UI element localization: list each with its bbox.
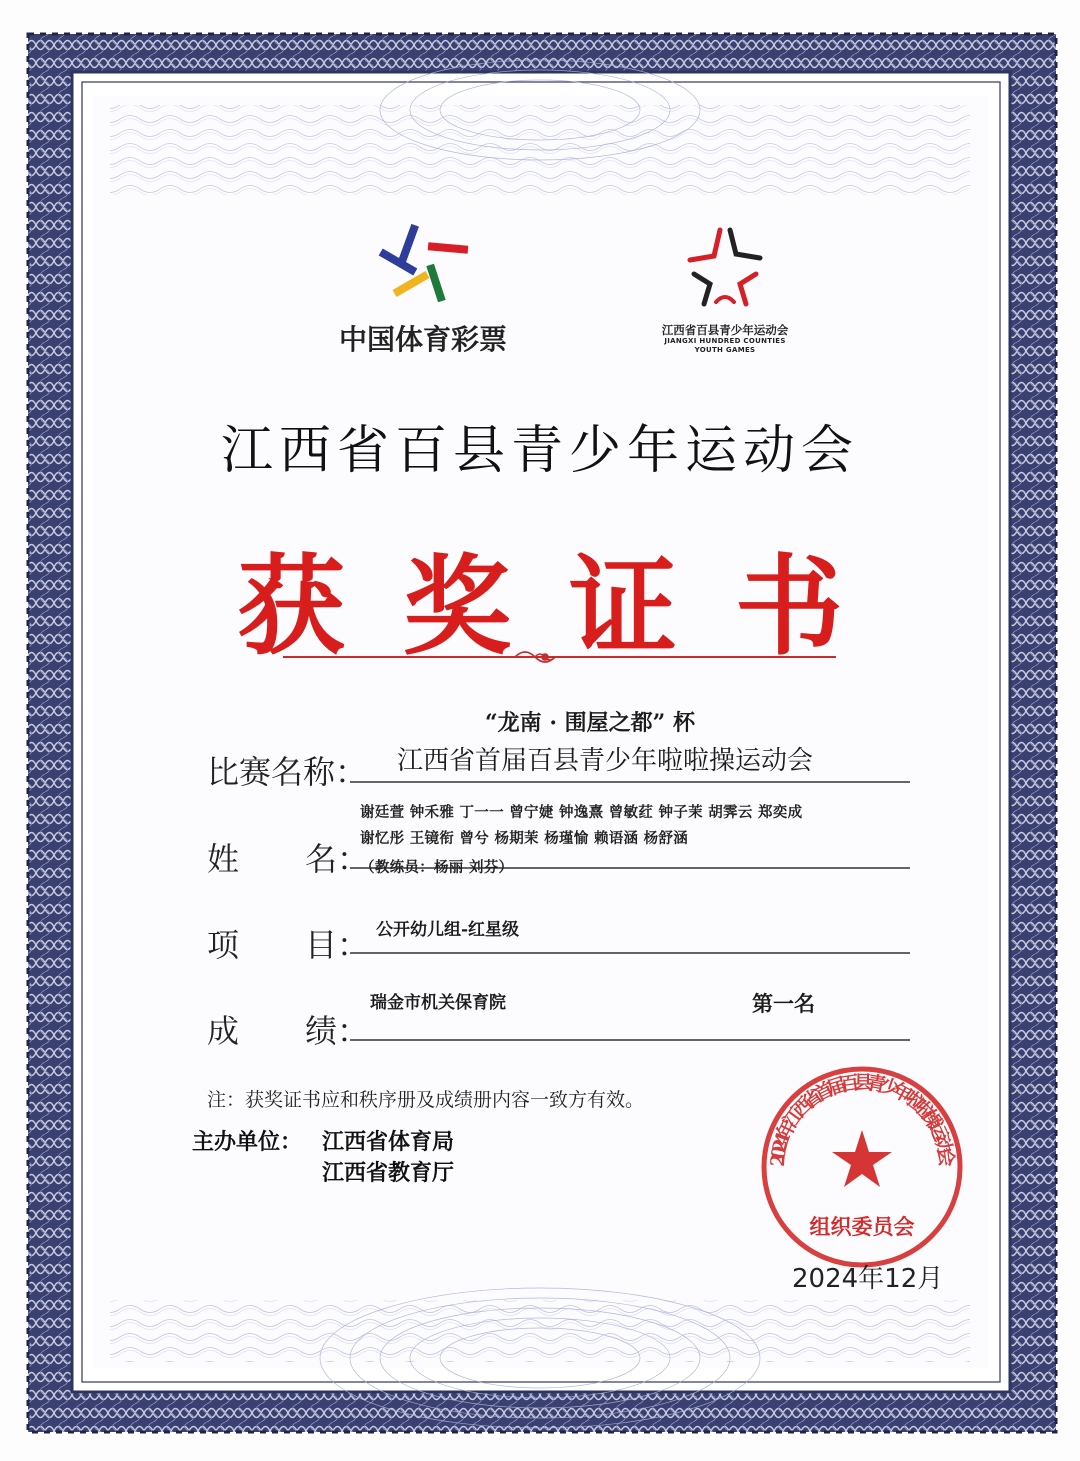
participant-names-line-1: 谢廷萱 钟禾雅 丁一一 曾宁婕 钟逸熹 曾敏荭 钟子茉 胡霁云 郑奕成 xyxy=(360,804,803,821)
certificate-title: 获奖证书 xyxy=(236,545,901,670)
organizer-2: 江西省教育厅 xyxy=(322,1160,455,1186)
event-label-1: 项 xyxy=(207,926,240,964)
youth-games-logo-icon xyxy=(680,222,770,312)
result-unit: 瑞金市机关保育院 xyxy=(370,993,506,1013)
organizer-label: 主办单位： xyxy=(192,1129,303,1155)
validity-note: 注：获奖证书应和秩序册及成绩册内容一致方有效。 xyxy=(207,1089,645,1111)
seal-ring-text: 2024年江西省首届百县青少年啦啦操运动会 xyxy=(766,1071,958,1168)
coach-names: （教练员：杨丽 刘芬） xyxy=(360,859,514,876)
youth-games-label-cn: 江西省百县青少年运动会 xyxy=(661,323,789,337)
youth-games-label-en-2: YOUTH GAMES xyxy=(694,346,756,354)
sports-lottery-label: 中国体育彩票 xyxy=(338,323,507,356)
result-label-1: 成 xyxy=(207,1012,240,1050)
sports-lottery-logo-icon xyxy=(370,218,480,308)
competition-label: 比赛名称： xyxy=(207,753,368,791)
youth-games-label-en-1: JIANGXI HUNDRED COUNTIES xyxy=(664,337,786,345)
issue-date: 2024年12月 xyxy=(792,1264,944,1294)
seal-bottom-text: 组织委员会 xyxy=(809,1214,915,1239)
names-label-2: 名： xyxy=(305,840,370,878)
event-label-2: 目： xyxy=(305,926,370,964)
official-seal-icon xyxy=(757,1062,967,1272)
competition-name: 江西省首届百县青少年啦啦操运动会 xyxy=(396,746,813,776)
participant-names-line-2: 谢忆彤 王镜衔 曾兮 杨期茉 杨瑾愉 赖语涵 杨舒涵 xyxy=(360,830,689,847)
result-rank: 第一名 xyxy=(752,991,815,1016)
result-label-2: 绩： xyxy=(305,1012,370,1050)
event-value: 公开幼儿组-红星级 xyxy=(376,920,520,940)
organizer-1: 江西省体育局 xyxy=(322,1129,455,1155)
event-title: 江西省百县青少年运动会 xyxy=(220,421,859,481)
competition-cup: “龙南 · 围屋之都” 杯 xyxy=(485,710,695,736)
names-label-1: 姓 xyxy=(207,840,240,878)
